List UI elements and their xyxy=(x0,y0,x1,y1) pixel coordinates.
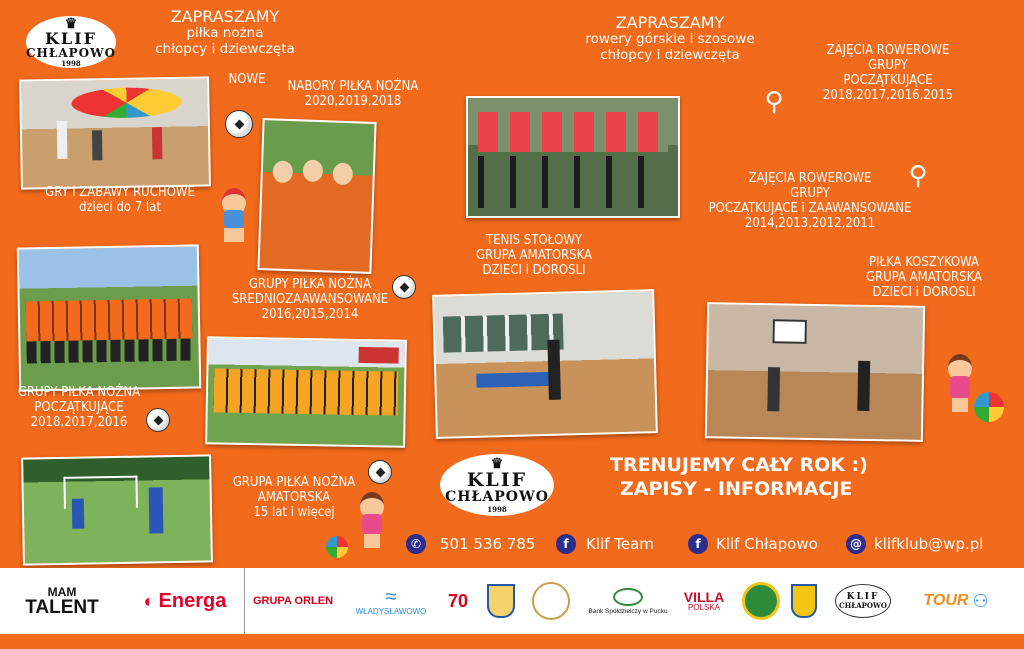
sponsor-puck-crest xyxy=(484,568,518,634)
child-figure xyxy=(92,130,103,160)
bikes-invite-title: ZAPRASZAMY xyxy=(615,13,725,32)
sponsor-orlen xyxy=(244,568,341,634)
tour-label: TOUR xyxy=(923,592,969,609)
kid-head xyxy=(302,159,323,182)
football-invite-line1: piłka nożna xyxy=(186,25,264,42)
cycling-beginners-line1: ZAJĘCIA ROWEROWE xyxy=(826,43,950,58)
photo-kids-medals xyxy=(257,118,376,274)
cta-line2: ZAPISY - INFORMACJE xyxy=(620,477,853,500)
contact-phone[interactable]: 501 536 785 xyxy=(440,535,536,553)
contact-facebook-team[interactable]: Klif Team xyxy=(586,535,654,553)
child-figure xyxy=(57,121,68,159)
games-caption xyxy=(30,186,210,216)
seventy-label: 70 xyxy=(447,590,469,611)
bikes-invite xyxy=(560,14,780,63)
kid-head xyxy=(332,163,353,186)
sponsor-olympic-seal xyxy=(530,568,572,634)
logo-name: KLIF xyxy=(846,592,880,602)
amateur-football-line3: 15 lat i więcej xyxy=(253,504,335,520)
energa-icon: ◐ xyxy=(143,590,155,611)
boy-body xyxy=(224,210,244,228)
amateur-football-line2: AMATORSKA xyxy=(257,489,331,505)
email-icon: @ xyxy=(846,534,866,554)
chlapowo-crest-icon xyxy=(791,584,817,618)
cyclist-row xyxy=(478,112,668,152)
games-line1: GRY i ZABAWY RUCHOWE xyxy=(45,185,195,200)
crown-icon: ♛ xyxy=(64,15,78,32)
cycling-beginners-caption xyxy=(798,44,978,104)
cyclist-icon: ⚲ xyxy=(908,161,928,191)
beginners-line2: POCZĄTKUJĄCE xyxy=(34,399,124,415)
logo-place: CHŁAPOWO xyxy=(839,601,887,610)
nabory-line2: 2020,2019,2018 xyxy=(304,93,402,109)
sponsor-tour xyxy=(906,568,1006,634)
kid-head xyxy=(272,160,293,183)
wave-icon: ≈ xyxy=(385,585,397,608)
villa-label: VILLA xyxy=(683,589,725,605)
banner xyxy=(359,347,399,364)
cta xyxy=(610,454,910,502)
team-row xyxy=(214,368,399,415)
wladyslawowo-label: WŁADYSŁAWOWO xyxy=(355,606,427,616)
intermediate-line2: ŚREDNIOZAAWANSOWANE xyxy=(231,291,389,307)
bike-row xyxy=(478,156,668,208)
olympic-seal-icon xyxy=(532,582,570,620)
team-row xyxy=(26,299,193,342)
kids-bike-icon: ⚇ xyxy=(972,590,989,611)
logo-year: 1998 xyxy=(61,59,81,69)
player-figure xyxy=(857,361,870,411)
child-figure xyxy=(152,127,163,159)
cycling-beginners-line4: 2018,2017,2016,2015 xyxy=(822,87,954,103)
table-tennis-line2: GRUPA AMATORSKA xyxy=(475,247,593,263)
energa-label: Energa xyxy=(158,589,227,612)
contact-facebook-club[interactable]: Klif Chłapowo xyxy=(716,535,818,553)
amateur-football-line1: GRUPA PIŁKA NOŻNA xyxy=(232,475,356,490)
cartoon-girl xyxy=(352,490,392,554)
sponsor-klif xyxy=(832,568,894,634)
bikes-invite-line1: rowery górskie i szosowe xyxy=(585,31,755,48)
girl-legs xyxy=(364,534,380,548)
sponsor-mam-talent xyxy=(8,568,116,634)
intermediate-caption xyxy=(210,278,410,323)
player-figure xyxy=(767,367,780,411)
girl-legs xyxy=(952,398,968,412)
contact-email[interactable]: klifklub@wp.pl xyxy=(874,535,984,553)
cycling-advanced-line2: GRUPY xyxy=(790,185,830,201)
logo-name: KLIF xyxy=(466,469,528,492)
photo-table-tennis xyxy=(432,289,658,439)
orlen-label: GRUPA ORLEN xyxy=(252,595,334,607)
backboard xyxy=(772,319,806,344)
sponsor-bar xyxy=(0,568,1024,634)
club-logo-center xyxy=(440,454,554,516)
player-figure xyxy=(72,499,85,529)
beginners-caption xyxy=(4,386,154,431)
beach-ball-icon xyxy=(326,536,348,558)
cycling-beginners-line2: GRUPY xyxy=(868,57,908,73)
bottom-strip xyxy=(0,634,1024,649)
beach-ball-icon xyxy=(974,392,1004,422)
photo-cyclists xyxy=(466,96,680,218)
lzs-badge-icon xyxy=(742,582,780,620)
phone-icon: ✆ xyxy=(406,534,426,554)
player-figure xyxy=(149,487,164,533)
facebook-icon: f xyxy=(688,534,708,554)
ping-pong-table xyxy=(476,372,556,388)
parachute xyxy=(71,87,182,119)
cycling-advanced-line4: 2014,2013,2012,2011 xyxy=(744,215,876,231)
sponsor-lzs xyxy=(740,568,782,634)
basketball-caption xyxy=(844,256,1004,301)
sponsor-energa xyxy=(130,568,240,634)
mam-talent-line2: TALENT xyxy=(25,596,99,618)
sponsor-wladyslawowo xyxy=(352,568,430,634)
intermediate-line1: GRUPY PIŁKA NOŻNA xyxy=(248,277,372,292)
boy-legs xyxy=(224,228,244,242)
beginners-line1: GRUPY PIŁKA NOŻNA xyxy=(17,385,141,400)
photo-parachute-game xyxy=(19,76,211,189)
sponsor-chlapowo-crest xyxy=(788,568,820,634)
klif-small-logo xyxy=(835,584,891,618)
football-icon xyxy=(392,275,416,299)
crest-icon xyxy=(487,584,515,618)
beginners-line3: 2018,2017,2016 xyxy=(30,414,128,430)
girl-body xyxy=(362,514,382,534)
villa-sub: POLSKA xyxy=(687,603,720,612)
photo-basketball xyxy=(705,302,925,442)
bank-icon xyxy=(613,588,643,606)
cycling-advanced-line1: ZAJĘCIA ROWEROWE xyxy=(748,171,872,186)
table-tennis-line1: TENIS STOŁOWY xyxy=(485,233,583,248)
mam-talent-line1: MAM xyxy=(47,584,77,599)
cycling-beginners-line3: POCZĄTKUJĄCE xyxy=(843,72,933,88)
club-logo xyxy=(26,16,116,68)
windows xyxy=(443,314,564,353)
games-line2: dzieci do 7 lat xyxy=(79,199,161,215)
basketball-line1: PIŁKA KOSZYKOWA xyxy=(869,255,979,270)
sponsor-70-lat xyxy=(436,568,480,634)
photo-match-play xyxy=(21,454,213,565)
photo-team-orange xyxy=(205,336,407,447)
basketball-line3: DZIECI i DOROSLI xyxy=(872,284,976,300)
crown-icon: ♛ xyxy=(490,456,504,473)
sponsor-bank xyxy=(582,568,674,634)
bikes-invite-line2: chłopcy i dziewczęta xyxy=(600,46,740,63)
football-invite-line2: chłopcy i dziewczęta xyxy=(155,40,295,57)
logo-name: KLIF xyxy=(45,28,97,48)
cycling-advanced-caption xyxy=(690,172,930,232)
amateur-football-caption xyxy=(214,476,374,521)
cta-line1: TRENUJEMY CAŁY ROK :) xyxy=(610,454,868,476)
sponsor-villa-polska xyxy=(672,568,736,634)
new-label: NOWE xyxy=(228,72,266,87)
football-icon xyxy=(146,408,170,432)
football-invite xyxy=(140,8,310,57)
nabory-line1: NABORY PIŁKA NOŻNA xyxy=(287,79,419,94)
girl-body xyxy=(950,376,970,398)
table-tennis-line3: DZIECI i DOROSLI xyxy=(482,262,586,278)
player-figure xyxy=(547,340,561,400)
bank-label: Bank Spółdzielczy w Pucku xyxy=(588,607,668,615)
intermediate-line3: 2016,2015,2014 xyxy=(261,306,359,322)
cycling-advanced-line3: POCZĄTKUJĄCE i ZAAWANSOWANE xyxy=(708,200,912,216)
team-row xyxy=(26,339,192,364)
basketball-line2: GRUPA AMATORSKA xyxy=(865,269,983,285)
logo-place: CHŁAPOWO xyxy=(445,489,549,506)
football-icon xyxy=(225,110,253,138)
cartoon-boy xyxy=(212,182,254,246)
cyclist-icon: ⚲ xyxy=(764,87,784,117)
logo-place: CHŁAPOWO xyxy=(25,45,117,60)
photo-team-field xyxy=(17,244,201,391)
nabory-caption xyxy=(268,80,438,110)
facebook-icon: f xyxy=(556,534,576,554)
football-invite-title: ZAPRASZAMY xyxy=(170,7,280,26)
logo-year: 1998 xyxy=(487,504,507,514)
table-tennis-caption xyxy=(454,234,614,279)
